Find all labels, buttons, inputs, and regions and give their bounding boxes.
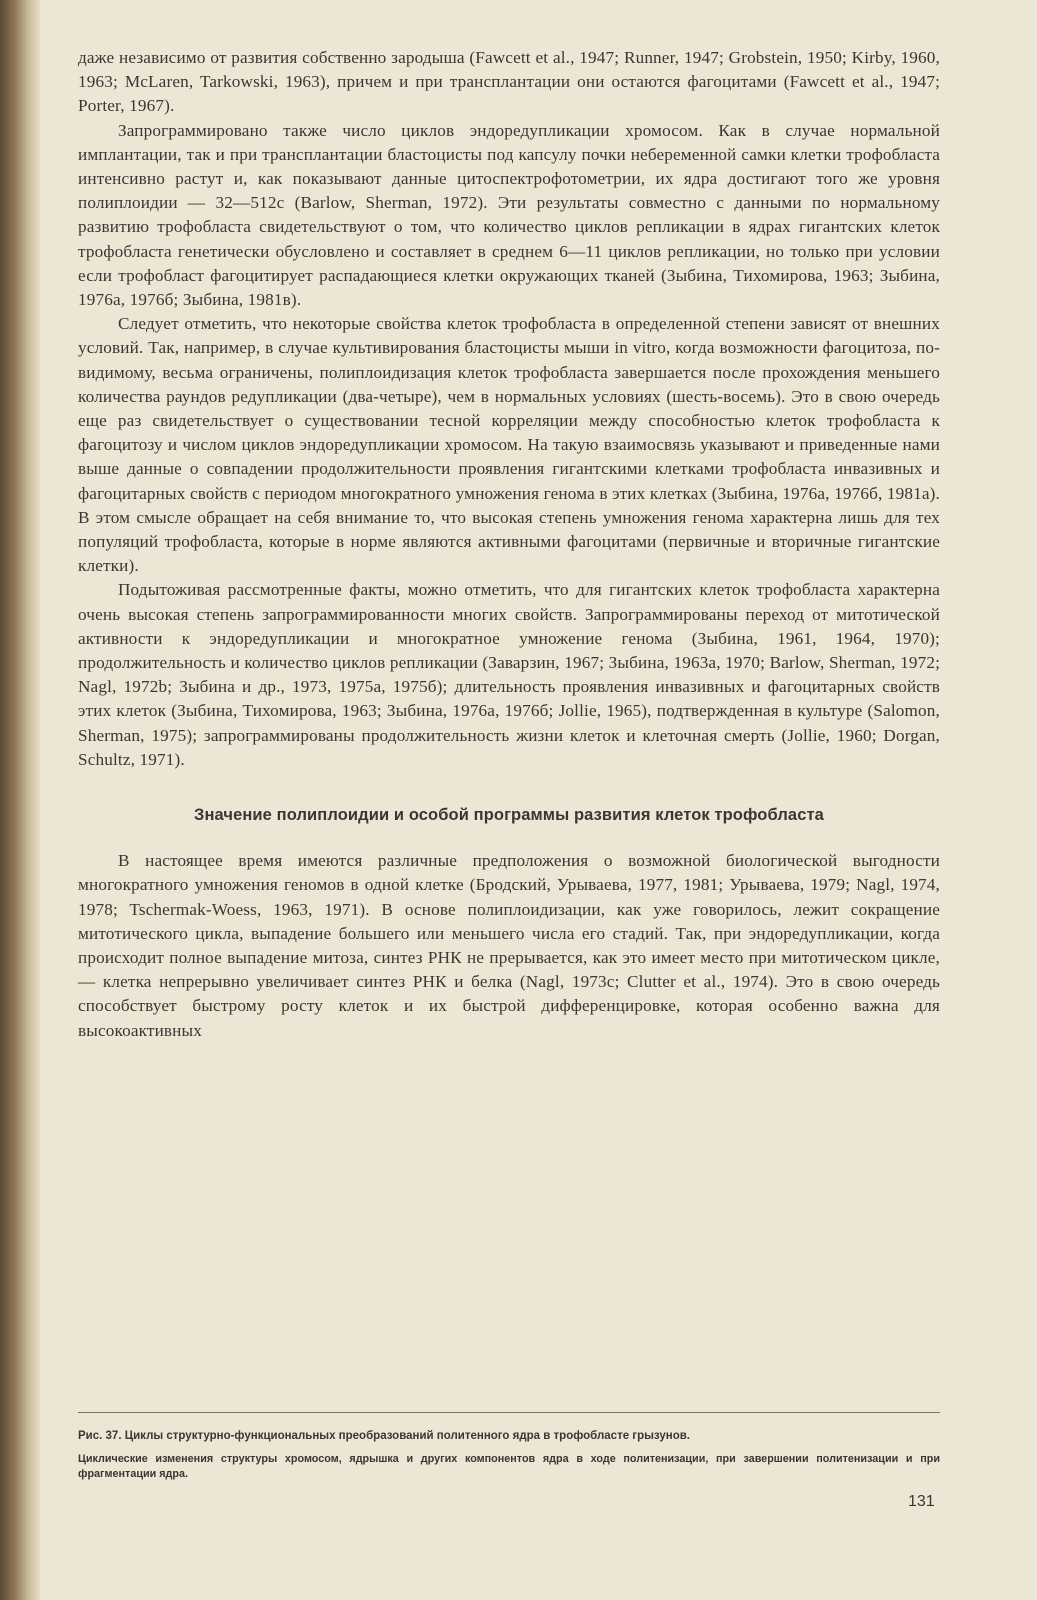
figure-caption-description: Циклические изменения структуры хромосом, ядрышка и других компонентов ядра в ходе политенизации, при завершении политенизации и при фрагментации ядра. bbox=[78, 1453, 940, 1480]
page-number: 131 bbox=[908, 1493, 935, 1510]
paragraph-endoreduplication-cycles: Запрограммировано также число циклов эндоредупликации хромосом. Как в случае нормальной имплантации, так и при трансплантации бластоцисты под капсулу почки небеременной самки клетки трофобласта интенсивно растут и, как показывают данные цитоспектрофотометрии, их ядра достигают того же уровня полиплоидии — 32—512c (Barlow, Sherman, 1972). Эти результаты совместно с данными по нормальному развитию трофобласта свидетельствуют о том, что количество циклов репликации в ядрах гигантских клеток трофобласта генетически обусловлено и составляет в среднем 6—11 циклов репликации, но только при условии если трофобласт фагоцитирует распадающиеся клетки окружающих тканей (Зыбина, Тихомирова, 1963; Зыбина, 1976а, 1976б; Зыбина, 1981в). bbox=[78, 120, 940, 310]
caption-divider bbox=[78, 1412, 940, 1413]
paragraph-external-conditions: Следует отметить, что некоторые свойства клеток трофобласта в определенной степени зависят от внешних условий. Так, например, в случае культивирования бластоцисты мыши in vitro, когда возможности фагоцитоза, по-видимому, весьма ограничены, полиплоидизация клеток трофобласта завершается после прохождения меньшего количества раундов редупликации (два-четыре), чем в нормальных условиях (шесть-восемь). Это в свою очередь еще раз свидетельствует о существовании тесной корреляции между способностью клеток трофобласта к фагоцитозу и числом циклов эндоредупликации хромосом. На такую взаимосвязь указывают и приведенные нами выше данные о совпадении продолжительности проявления гигантскими клетками трофобласта инвазивных и фагоцитарных свойств с периодом многократного умножения генома в этих клетках (Зыбина, 1976а, 1976б, 1981а). В этом смысле обращает на себя внимание то, что высокая степень умножения генома характерна лишь для тех популяций трофобласта, которые в норме являются активными фагоцитами (первичные и вторичные гигантские клетки). bbox=[78, 314, 940, 576]
figure-caption-area bbox=[78, 1412, 940, 1482]
section-heading: Значение полиплоидии и особой программы развития клеток трофобласта bbox=[194, 806, 824, 825]
paragraph-polyploidy-significance: В настоящее время имеются различные предположения о возможной биологической выгодности многократного умножения геномов в одной клетке (Бродский, Урываева, 1977, 1981; Урываева, 1979; Nagl, 1974, 1978; Tschermak-Woess, 1963, 1971). В основе полиплоидизации, как уже говорилось, лежит сокращение митотического цикла, выпадение большего или меньшего числа его стадий. Так, при эндоредупликации, когда происходит полное выпадение митоза, синтез РНК не прерывается, как это имеет место при митотическом цикле, — клетка непрерывно увеличивает синтез РНК и белка (Nagl, 1973c; Clutter et al., 1974). Это в свою очередь способствует быстрому росту клеток и их быстрой дифференцировке, которая особенно важна для высокоактивных bbox=[78, 851, 940, 1040]
figure-caption-title: Рис. 37. Циклы структурно-функциональных преобразований политенного ядра в трофобласте грызунов. bbox=[78, 1430, 690, 1442]
book-gutter-shadow bbox=[0, 0, 40, 1600]
paragraph-continuation: даже независимо от развития собственно зародыша (Fawcett et al., 1947; Runner, 1947; Grobstein, 1950; Kirby, 1960, 1963; McLaren, Tarkowski, 1963), причем и при трансплантации они остаются фагоцитами (Fawcett et al., 1947; Porter, 1967). bbox=[78, 48, 940, 116]
paragraph-summary: Подытоживая рассмотренные факты, можно отметить, что для гигантских клеток трофобласта характерна очень высокая степень запрограммированности многих свойств. Запрограммированы переход от митотической активности к эндоредупликации и многократное умножение генома (Зыбина, 1961, 1964, 1970); продолжительность и количество циклов репликации (Заварзин, 1967; Зыбина, 1963а, 1970; Barlow, Sherman, 1972; Nagl, 1972b; Зыбина и др., 1973, 1975а, 1975б); длительность проявления инвазивных и фагоцитарных свойств этих клеток (Зыбина, Тихомирова, 1963; Зыбина, 1976а, 1976б; Jollie, 1965), подтвержденная в культуре (Salomon, Sherman, 1975); запрограммированы продолжительность жизни клеток и клеточная смерть (Jollie, 1960; Dorgan, Schultz, 1971). bbox=[78, 580, 940, 769]
page-body bbox=[78, 46, 940, 1043]
